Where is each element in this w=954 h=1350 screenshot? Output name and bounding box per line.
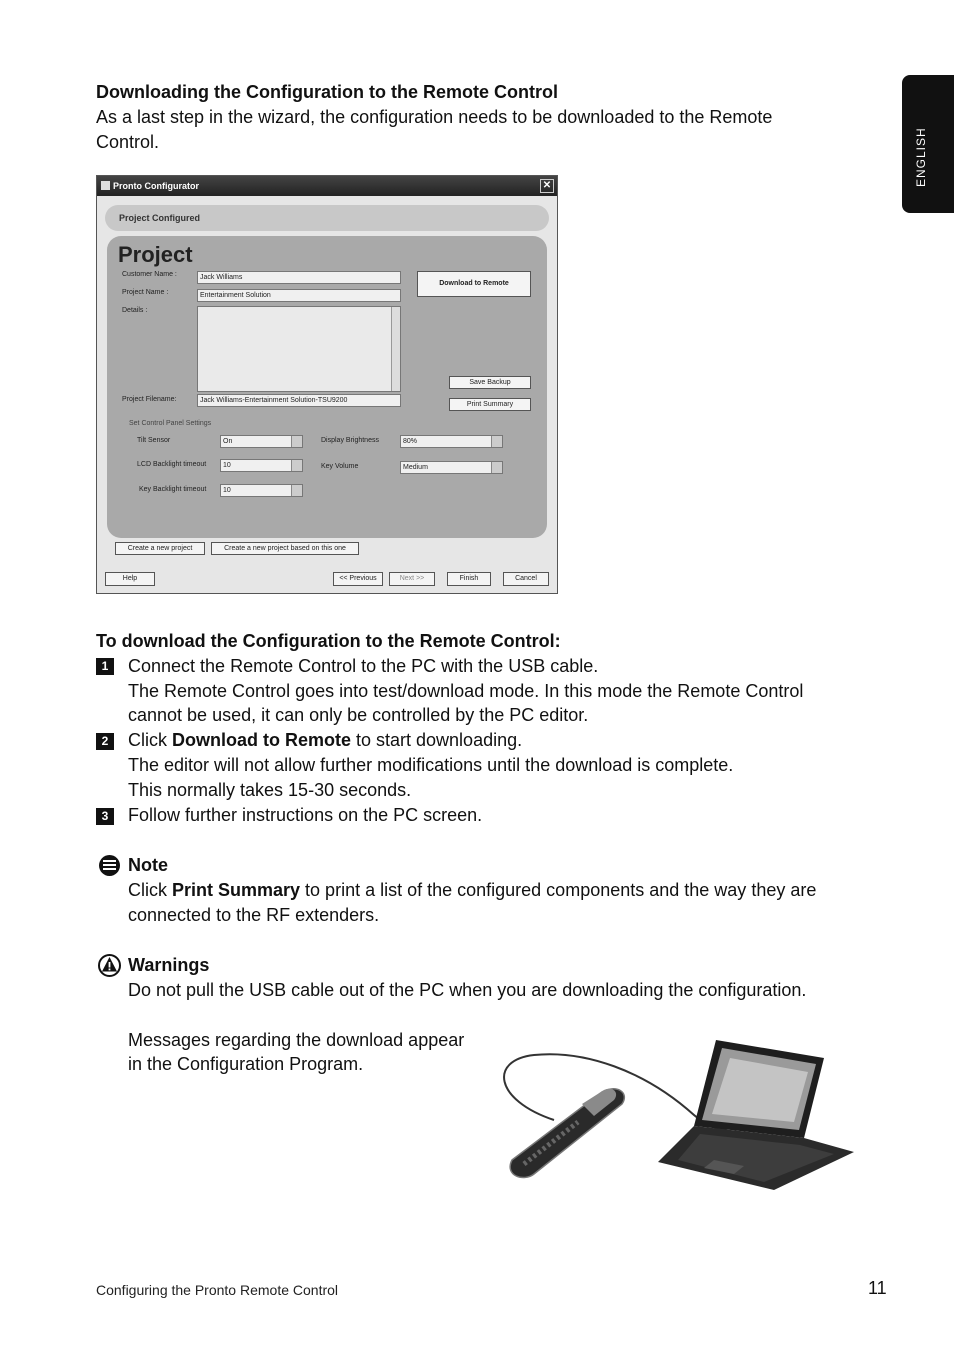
app-icon <box>101 181 110 190</box>
customer-name-label: Customer Name : <box>122 271 177 278</box>
step-3-badge: 3 <box>96 808 114 825</box>
tilt-sensor-select[interactable]: On <box>220 435 303 448</box>
project-name-field[interactable]: Entertainment Solution <box>197 289 401 302</box>
warnings-heading: Warnings <box>128 955 210 975</box>
help-button[interactable]: Help <box>105 572 155 586</box>
remote-laptop-illustration <box>494 1030 860 1198</box>
key-volume-select[interactable]: Medium <box>400 461 503 474</box>
create-new-project-button[interactable]: Create a new project <box>115 542 205 555</box>
note-icon <box>99 855 120 876</box>
details-scrollbar[interactable] <box>391 307 400 391</box>
project-filename-field[interactable]: Jack Williams-Entertainment Solution-TSU9200 <box>197 394 401 407</box>
note-line1 <box>128 878 816 903</box>
note-line2: connected to the RF extenders. <box>128 905 380 925</box>
download-to-remote-button[interactable]: Download to Remote <box>417 271 531 297</box>
step-2-text-pre: Click <box>128 730 172 750</box>
laptop-image <box>658 1040 854 1190</box>
note-text-post: to print a list of the configured components and the way they are <box>300 880 817 900</box>
save-backup-button[interactable]: Save Backup <box>449 376 531 389</box>
lcd-backlight-label: LCD Backlight timeout <box>137 461 207 468</box>
step-2-text-post: to start downloading. <box>351 730 523 750</box>
details-label: Details : <box>122 307 148 314</box>
language-tab <box>902 75 954 213</box>
warning-icon <box>98 954 121 977</box>
project-panel <box>107 236 547 538</box>
step-3-line1: Follow further instructions on the PC screen. <box>128 805 483 825</box>
display-brightness-label: Display Brightness <box>321 437 379 444</box>
customer-name-field[interactable]: Jack Williams <box>197 271 401 284</box>
cancel-button[interactable]: Cancel <box>503 572 549 586</box>
previous-button[interactable]: << Previous <box>333 572 383 586</box>
step-1-badge: 1 <box>96 658 114 675</box>
panel-title: Project <box>118 242 193 267</box>
section-heading-steps: To download the Configuration to the Remote Control: <box>96 631 561 651</box>
display-brightness-select[interactable]: 80% <box>400 435 503 448</box>
warnings-line1: Do not pull the USB cable out of the PC when you are downloading the configuration. <box>128 980 807 1000</box>
step-2-line2: The editor will not allow further modifications until the download is complete. <box>128 755 734 775</box>
step-1-line3: cannot be used, it can only be controlled by the PC editor. <box>128 705 589 725</box>
wizard-step-title: Project Configured <box>105 205 549 231</box>
language-tab-label: ENGLISH <box>914 127 928 187</box>
page-number: 11 <box>868 1278 887 1298</box>
footer-text: Configuring the Pronto Remote Control <box>96 1282 339 1298</box>
key-volume-label: Key Volume <box>321 463 359 470</box>
settings-group-label: Set Control Panel Settings <box>129 420 212 427</box>
key-backlight-label: Key Backlight timeout <box>139 486 207 493</box>
step-2-badge: 2 <box>96 733 114 750</box>
remote-control-image <box>510 1089 624 1178</box>
step-2-line1 <box>128 728 522 753</box>
step-1-line2: The Remote Control goes into test/download mode. In this mode the Remote Control <box>128 681 804 701</box>
warnings-message-line1: Messages regarding the download appear <box>128 1030 465 1050</box>
note-text-pre: Click <box>128 880 172 900</box>
step-2-text-bold: Download to Remote <box>172 730 351 750</box>
next-button[interactable]: Next >> <box>389 572 435 586</box>
note-text-bold: Print Summary <box>172 880 301 900</box>
step-2-line3: This normally takes 15-30 seconds. <box>128 780 412 800</box>
finish-button[interactable]: Finish <box>447 572 491 586</box>
section-heading-downloading: Downloading the Configuration to the Remote Control <box>96 82 558 102</box>
lcd-backlight-stepper[interactable]: 10 <box>220 459 303 472</box>
details-field[interactable] <box>197 306 401 392</box>
section-intro-line2: Control. <box>96 132 160 152</box>
create-based-project-button[interactable]: Create a new project based on this one <box>211 542 359 555</box>
project-name-label: Project Name : <box>122 289 169 296</box>
window-titlebar <box>97 176 557 196</box>
note-heading: Note <box>128 855 168 875</box>
configurator-screenshot <box>96 175 558 594</box>
window-title: Pronto Configurator <box>113 181 199 191</box>
tilt-sensor-label: Tilt Sensor <box>137 437 171 444</box>
warnings-message-line2: in the Configuration Program. <box>128 1054 364 1074</box>
print-summary-button[interactable]: Print Summary <box>449 398 531 411</box>
close-icon[interactable]: ✕ <box>540 179 554 193</box>
project-filename-label: Project Filename: <box>122 396 177 403</box>
step-1-line1: Connect the Remote Control to the PC with the USB cable. <box>128 656 599 676</box>
key-backlight-stepper[interactable]: 10 <box>220 484 303 497</box>
section-intro-line1: As a last step in the wizard, the configuration needs to be downloaded to the Remote <box>96 107 773 127</box>
